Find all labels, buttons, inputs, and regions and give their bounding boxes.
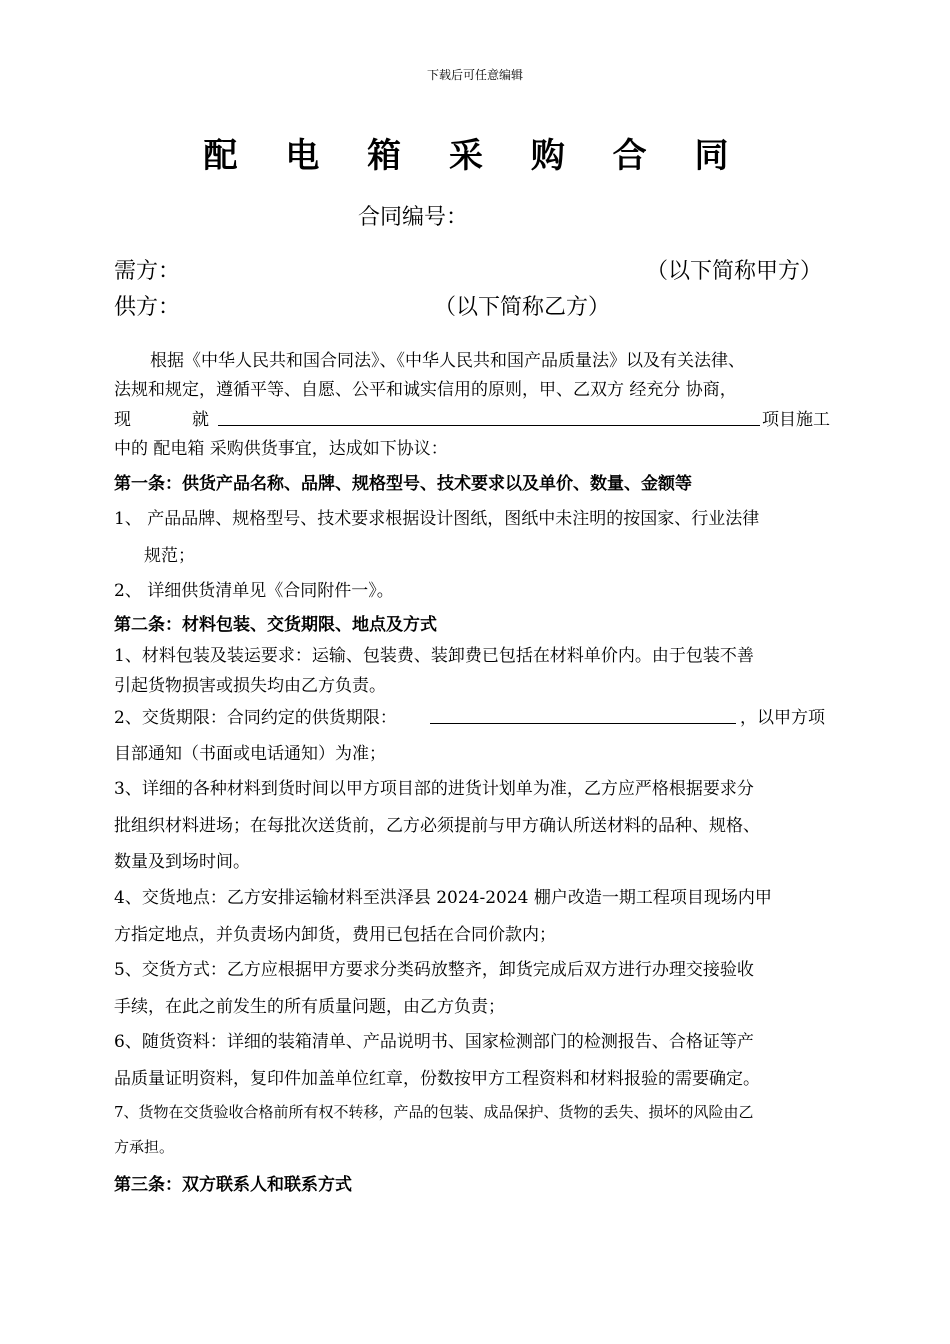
article-2-item-7: 7、货物在交货验收合格前所有权不转移，产品的包装、成品保护、货物的丢失、损坏的风险由乙 (114, 1103, 754, 1121)
document-title: 配 电 箱 采 购 合 同 (203, 136, 747, 176)
article-1-item-1-cont: 规范； (144, 546, 195, 566)
intro-line-1: 根据《中华人民共和国合同法》、《中华人民共和国产品质量法》以及有关法律、 (150, 351, 745, 371)
article-2-item-3-cont-2: 数量及到场时间。 (114, 852, 250, 872)
article-1-item-1: 1、 产品品牌、规格型号、技术要求根据设计图纸，图纸中未注明的按国家、行业法律 (114, 509, 760, 529)
buyer-label: 需方： (114, 259, 181, 284)
supplier-alias: （以下简称乙方） (434, 295, 611, 320)
article-2-item-2-end: ，以甲方项 (740, 708, 825, 728)
article-2-item-3: 3、详细的各种材料到货时间以甲方项目部的进货计划单为准，乙方应严格根据要求分 (114, 779, 754, 799)
article-2-item-2-cont: 目部通知（书面或电话通知）为准； (114, 744, 386, 764)
article-2-item-4: 4、交货地点：乙方安排运输材料至洪泽县 2024-2024 棚户改造一期工程项目现场内甲 (114, 888, 772, 908)
article-1-heading: 第一条：供货产品名称、品牌、规格型号、技术要求以及单价、数量、金额等 (114, 474, 692, 494)
article-2-item-6: 6、随货资料：详细的装箱清单、产品说明书、国家检测部门的检测报告、合格证等产 (114, 1032, 754, 1052)
intro-line-2: 法规和规定，遵循平等、自愿、公平和诚实信用的原则，甲、乙双方 经充分 协商， (114, 380, 737, 400)
project-name-blank (218, 405, 760, 426)
article-2-item-5-cont: 手续，在此之前发生的所有质量问题，由乙方负责； (114, 997, 505, 1017)
buyer-alias: （以下简称甲方） (646, 259, 823, 284)
article-2-item-6-cont: 品质量证明资料，复印件加盖单位红章，份数按甲方工程资料和材料报验的需要确定。 (114, 1069, 760, 1089)
article-2-item-4-cont: 方指定地点，并负责场内卸货，费用已包括在合同价款内； (114, 925, 556, 945)
intro-line-4: 中的 配电箱 采购供货事宜，达成如下协议： (114, 439, 448, 459)
article-1-item-2: 2、 详细供货清单见《合同附件一》。 (114, 581, 394, 601)
article-2-item-7-cont: 方承担。 (114, 1138, 175, 1156)
article-2-item-5: 5、交货方式：乙方应根据甲方要求分类码放整齐，卸货完成后双方进行办理交接验收 (114, 960, 754, 980)
header-note: 下载后可任意编辑 (426, 68, 523, 82)
intro-line-3-start: 现 (114, 410, 131, 430)
article-3-heading: 第三条：双方联系人和联系方式 (114, 1175, 352, 1195)
article-2-item-2: 2、交货期限：合同约定的供货期限： (114, 708, 397, 728)
article-2-item-1: 1、材料包装及装运要求：运输、包装费、装卸费已包括在材料单价内。由于包装不善 (114, 646, 754, 666)
contract-number-label: 合同编号： (358, 205, 469, 230)
intro-line-3-jiu: 就 (192, 410, 209, 430)
supplier-label: 供方： (114, 295, 181, 320)
article-2-item-1-cont: 引起货物损害或损失均由乙方负责。 (114, 676, 386, 696)
article-2-item-3-cont-1: 批组织材料进场；在每批次送货前，乙方必须提前与甲方确认所送材料的品种、规格、 (114, 816, 760, 836)
intro-line-3-end: 项目施工 (762, 410, 830, 430)
delivery-period-blank (430, 703, 736, 724)
article-2-heading: 第二条：材料包装、交货期限、地点及方式 (114, 615, 437, 635)
